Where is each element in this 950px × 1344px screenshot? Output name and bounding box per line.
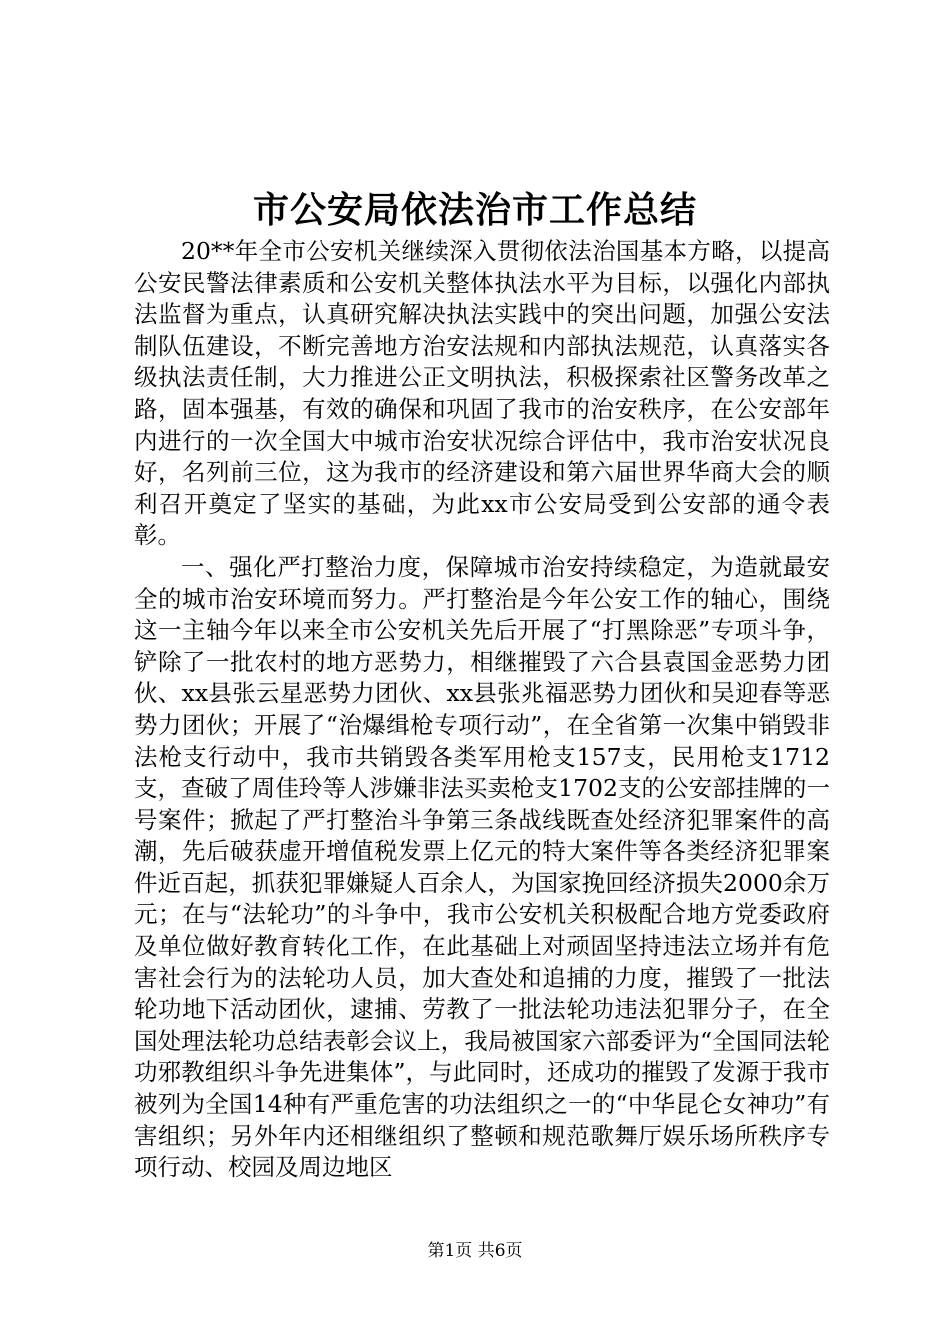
document-body (134, 236, 830, 1184)
page-number-footer: 第1页 共6页 (427, 1241, 523, 1261)
paragraph-section-one: 一、强化严打整治力度，保障城市治安持续稳定，为造就最安全的城市治安环境而努力。严打整治是今年公安工作的轴心，围绕这一主轴今年以来全市公安机关先后开展了“打黑除恶”专项斗争，铲除了一批农村的地方恶势力，相继摧毁了六合县袁国金恶势力团伙、xx县张云星恶势力团伙、xx县张兆福恶势力团伙和吴迎春等恶势力团伙；开展了“治爆缉枪专项行动”，在全省第一次集中销毁非法枪支行动中，我市共销毁各类军用枪支157支，民用枪支1712支，查破了周佳玲等人涉嫌非法买卖枪支1702支的公安部挂牌的一号案件；掀起了严打整治斗争第三条战线既查处经济犯罪案件的高潮，先后破获虚开增值税发票上亿元的特大案件等各类经济犯罪案件近百起，抓获犯罪嫌疑人百余人，为国家挽回经济损失2000余万元；在与“法轮功”的斗争中，我市公安机关积极配合地方党委政府及单位做好教育转化工作，在此基础上对顽固坚持违法立场并有危害社会行为的法轮功人员，加大查处和追捕的力度，摧毁了一批法轮功地下活动团伙，逮捕、劳教了一批法轮功违法犯罪分子，在全国处理法轮功总结表彰会议上，我局被国家六部委评为“全国同法轮功邪教组织斗争先进集体”，与此同时，还成功的摧毁了发源于我市被列为全国14种有严重危害的功法组织之一的“中华昆仑女神功”有害组织；另外年内还相继组织了整顿和规范歌舞厅娱乐场所秩序专项行动、校园及周边地区 (134, 552, 830, 1182)
paragraph-intro: 20**年全市公安机关继续深入贯彻依法治国基本方略，以提高公安民警法律素质和公安机关整体执法水平为目标，以强化内部执法监督为重点，认真研究解决执法实践中的突出问题，加强公安法制队伍建设，不断完善地方治安法规和内部执法规范，认真落实各级执法责任制，大力推进公正文明执法，积极探索社区警务改革之路，固本强基，有效的确保和巩固了我市的治安秩序，在公安部年内进行的一次全国大中城市治安状况综合评估中，我市治安状况良好，名列前三位，这为我市的经济建设和第六届世界华商大会的顺利召开奠定了坚实的基础，为此xx市公安局受到公安部的通令表彰。 (134, 237, 830, 550)
document-title: 市公安局依法治市工作总结 (252, 189, 697, 231)
